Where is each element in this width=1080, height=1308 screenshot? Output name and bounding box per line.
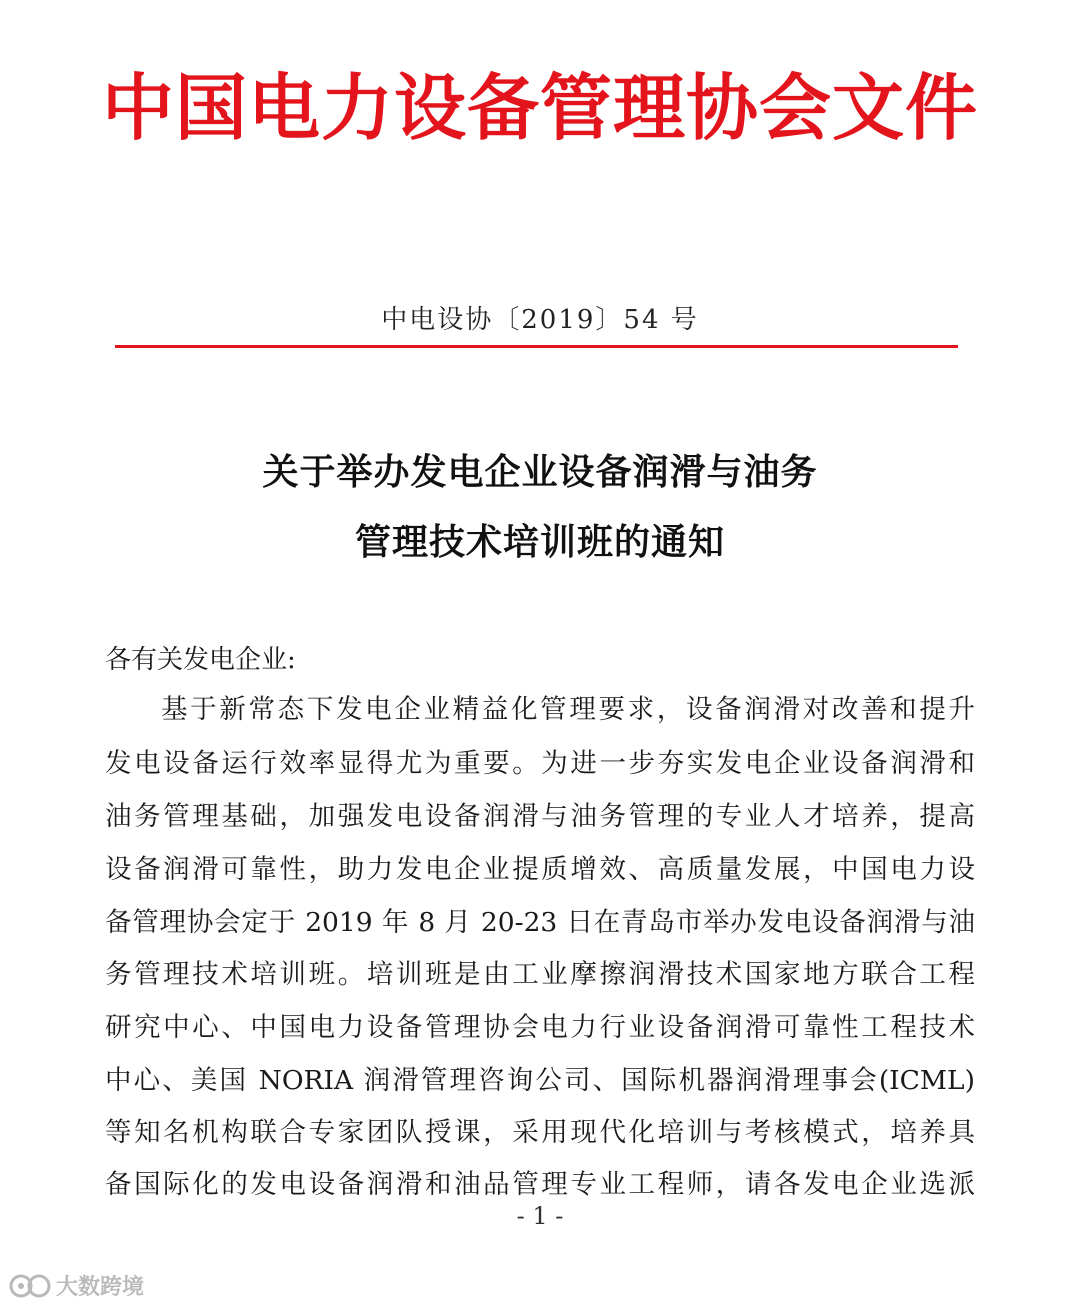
issuing-organization-header: 中国电力设备管理协会文件: [101, 65, 978, 150]
body-line: 基于新常态下发电企业精益化管理要求，设备润滑对改善和提升: [161, 694, 975, 725]
watermark-text: 大数跨境: [56, 1275, 145, 1300]
red-divider-line: [115, 345, 958, 348]
document-number: 中电设协〔2019〕54 号: [381, 305, 699, 335]
watermark-logo-icon: [8, 1273, 52, 1299]
body-line: 务管理技术培训班。培训班是由工业摩擦润滑技术国家地方联合工程: [105, 959, 975, 990]
body-line: 等知名机构联合专家团队授课，采用现代化培训与考核模式，培养具: [105, 1117, 975, 1148]
salutation: 各有关发电企业:: [105, 645, 296, 675]
body-line: 备国际化的发电设备润滑和油品管理专业工程师，请各发电企业选派: [105, 1169, 975, 1200]
body-line: 设备润滑可靠性，助力发电企业提质增效、高质量发展，中国电力设: [105, 854, 975, 885]
body-line: 备管理协会定于 2019 年 8 月 20-23 日在青岛市举办发电设备润滑与油: [105, 907, 975, 938]
document-title-line-1: 关于举办发电企业设备润滑与油务: [262, 451, 818, 493]
watermark: [8, 1270, 144, 1301]
body-line: 研究中心、中国电力设备管理协会电力行业设备润滑可靠性工程技术: [105, 1012, 975, 1043]
page-number: - 1 -: [516, 1202, 564, 1230]
document-title-line-2: 管理技术培训班的通知: [354, 521, 725, 563]
body-line: 油务管理基础，加强发电设备润滑与油务管理的专业人才培养，提高: [105, 801, 975, 832]
body-line: 发电设备运行效率显得尤为重要。为进一步夯实发电企业设备润滑和: [105, 748, 975, 779]
body-line: 中心、美国 NORIA 润滑管理咨询公司、国际机器润滑理事会(ICML): [105, 1065, 975, 1096]
